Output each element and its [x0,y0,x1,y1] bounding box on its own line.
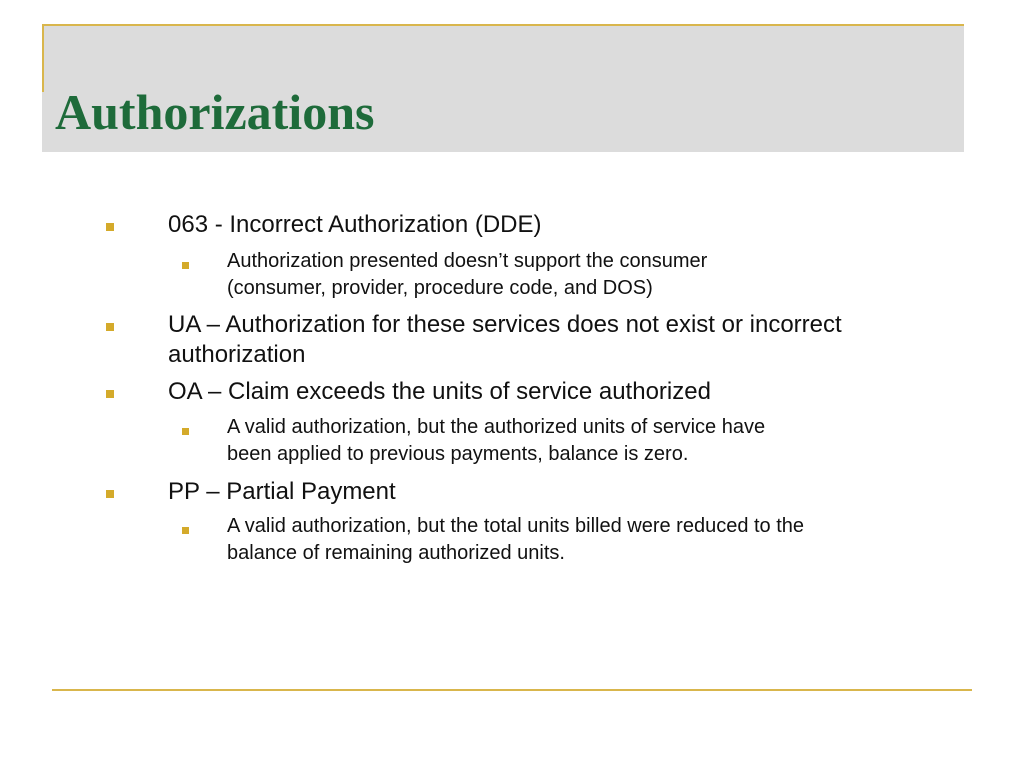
slide-title: Authorizations [55,84,375,140]
bullet-item: authorization [168,341,306,368]
bullet-item: PP – Partial Payment [168,478,396,505]
bullet-marker-square [106,390,114,398]
sub-bullet-line: balance of remaining authorized units. [227,542,565,564]
sub-bullet-line: been applied to previous payments, balance is zero. [227,443,689,465]
bullet-marker-square [106,223,114,231]
sub-bullet-marker-square [182,527,189,534]
sub-bullet-line: Authorization presented doesn’t support the consumer [227,250,708,272]
bullet-marker-square [106,490,114,498]
sub-bullet-line: A valid authorization, but the total units billed were reduced to the [227,515,805,537]
bullet-marker-square [106,323,114,331]
sub-bullet-marker-square [182,262,189,269]
sub-bullet-line: (consumer, provider, procedure code, and DOS) [227,277,653,299]
sub-bullet-line: A valid authorization, but the authorized units of service have [227,416,766,438]
bullet-item: UA – Authorization for these services does not exist or incorrect [168,311,842,338]
footer-divider [52,689,972,691]
bullet-item: OA – Claim exceeds the units of service authorized [168,378,711,405]
bullet-item: 063 - Incorrect Authorization (DDE) [168,211,542,238]
sub-bullet-marker-square [182,428,189,435]
